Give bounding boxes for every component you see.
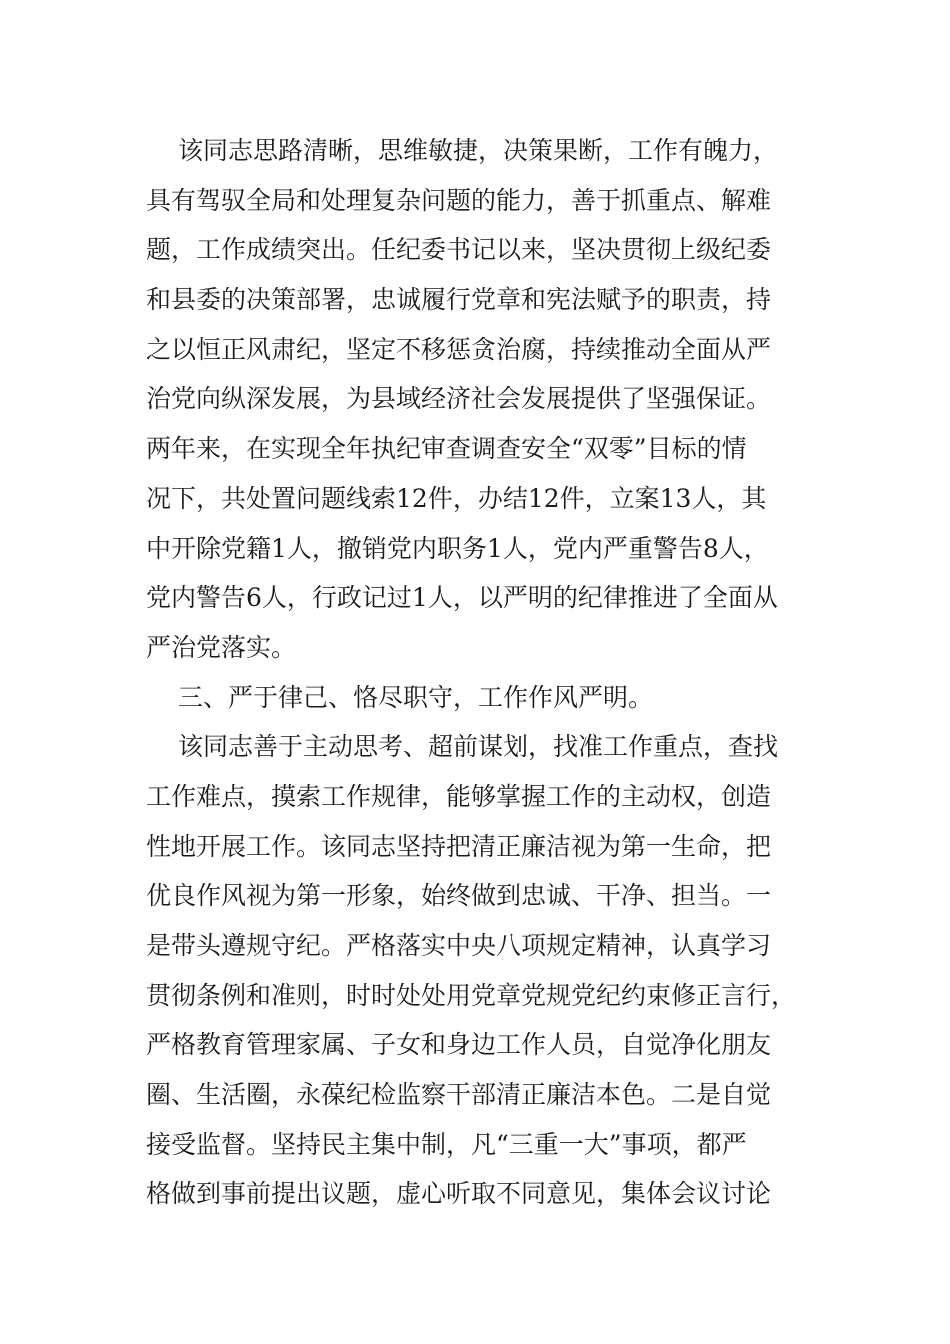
text-line-17: 是带头遵规守纪。严格落实中央八项规定精神，认真学习 xyxy=(146,931,772,960)
text-line-16: 优良作风视为第一形象，始终做到忠诚、干净、担当。一 xyxy=(146,881,772,911)
document-body xyxy=(146,126,836,1219)
text-line-11: 严治党落实。 xyxy=(146,632,297,662)
text-line-21: 接受监督。坚持民主集中制，凡“三重一大”事项，都严 xyxy=(146,1129,747,1159)
text-line-3: 题，工作成绩突出。任纪委书记以来，坚决贯彻上级纪委 xyxy=(146,235,772,265)
text-line-10: 党内警告6人，行政记过1人，以严明的纪律推进了全面从 xyxy=(146,583,778,613)
text-line-13: 该同志善于主动思考、超前谋划，找准工作重点，查找 xyxy=(178,732,779,762)
text-line-1: 该同志思路清晰，思维敏捷，决策果断，工作有魄力， xyxy=(178,136,779,165)
text-line-18: 贯彻条例和准则，时时处处用党章党规党纪约束修正言行， xyxy=(146,980,797,1010)
text-line-8: 况下，共处置问题线索12件，办结12件，立案13人，其 xyxy=(146,483,767,513)
text-line-22: 格做到事前提出议题，虚心听取不同意见，集体会议讨论 xyxy=(146,1179,772,1209)
text-line-2: 具有驾驭全局和处理复杂问题的能力，善于抓重点、解难 xyxy=(146,185,772,215)
text-line-9: 中开除党籍1人，撤销党内职务1人，党内严重警告8人， xyxy=(146,533,769,563)
text-line-19: 严格教育管理家属、子女和身边工作人员，自觉净化朋友 xyxy=(146,1030,772,1060)
text-line-7: 两年来，在实现全年执纪审查调查安全“双零”目标的情 xyxy=(146,434,747,464)
text-line-6: 治党向纵深发展，为县域经济社会发展提供了坚强保证。 xyxy=(146,384,772,414)
text-line-15: 性地开展工作。该同志坚持把清正廉洁视为第一生命，把 xyxy=(146,831,772,861)
text-line-5: 之以恒正风肃纪，坚定不移惩贪治腐，持续推动全面从严 xyxy=(146,334,772,364)
text-line-14: 工作难点，摸索工作规律，能够掌握工作的主动权，创造 xyxy=(146,781,772,811)
text-line-4: 和县委的决策部署，忠诚履行党章和宪法赋予的职责，持 xyxy=(146,285,772,315)
text-line-20: 圈、生活圈，永葆纪检监察干部清正廉洁本色。二是自觉 xyxy=(146,1080,772,1110)
section-heading: 三、严于律己、恪尽职守，工作作风严明。 xyxy=(178,682,654,712)
